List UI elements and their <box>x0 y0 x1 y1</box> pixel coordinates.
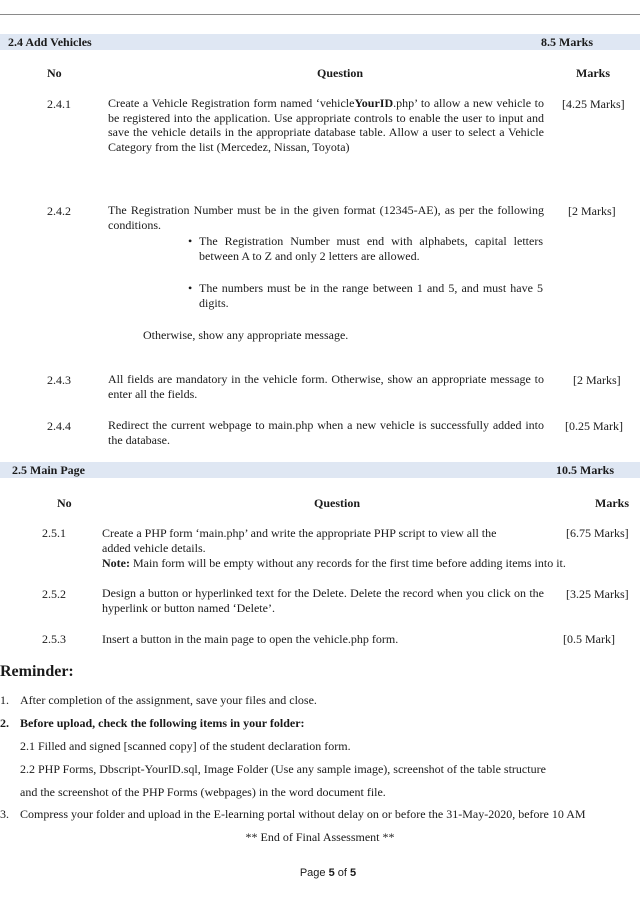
question-number: 2.5.1 <box>42 526 66 540</box>
question-text: Insert a button in the main page to open the vehicle.php form. <box>102 632 399 646</box>
question-marks: [0.5 Mark] <box>563 632 615 646</box>
question-note: Otherwise, show any appropriate message. <box>143 328 349 342</box>
question-number: 2.4.4 <box>47 419 71 433</box>
question-marks: [4.25 Marks] <box>562 97 625 111</box>
column-header-marks: Marks <box>576 66 610 80</box>
top-rule <box>0 14 640 15</box>
reminder-item-wrap <box>20 806 640 822</box>
section-marks: 10.5 Marks <box>556 463 614 477</box>
reminder-subitem: 2.2 PHP Forms, Dbscript-YourID.sql, Image Folder (Use any sample image), screenshot of the table structure <box>20 762 546 776</box>
page-number: Page 5 of 5 <box>299 867 357 879</box>
end-of-assessment: ** End of Final Assessment ** <box>245 830 395 844</box>
question-note: Note: Main form will be empty without any records for the first time before adding items into it. <box>102 556 566 570</box>
section-title: 2.4 Add Vehicles <box>8 35 92 49</box>
question-number: 2.5.2 <box>42 587 66 601</box>
list-number: 2. <box>0 716 9 730</box>
question-number: 2.4.3 <box>47 373 71 387</box>
question-marks: [2 Marks] <box>568 204 616 218</box>
question-text: The Registration Number must be in the given format (12345-AE), as per the following conditions. <box>108 203 544 232</box>
reminder-subitem: and the screenshot of the PHP Forms (webpages) in the word document file. <box>20 785 386 799</box>
section-header-2-4 <box>0 34 640 50</box>
section-title: 2.5 Main Page <box>12 463 85 477</box>
column-header-no: No <box>57 496 72 510</box>
question-number: 2.5.3 <box>42 632 66 646</box>
column-header-marks: Marks <box>595 496 629 510</box>
list-number: 3. <box>0 807 9 821</box>
column-header-no: No <box>47 66 62 80</box>
question-text: All fields are mandatory in the vehicle form. Otherwise, show an appropriate message to enter all the fields. <box>108 372 544 401</box>
reminder-item: Before upload, check the following items in your folder: <box>20 716 305 730</box>
question-number: 2.4.2 <box>47 204 71 218</box>
question-marks: [0.25 Mark] <box>565 419 623 433</box>
question-text: Redirect the current webpage to main.php when a new vehicle is successfully added into the database. <box>108 418 544 447</box>
bullet-item: • The Registration Number must end with alphabets, capital letters between A to Z and only 2 letters are allowed. <box>188 234 543 263</box>
reminder-heading: Reminder: <box>0 663 74 680</box>
question-text: Create a Vehicle Registration form named ‘vehicleYourID.php’ to allow a new vehicle to be registered into the application. Use appropriate controls to enable the user to input and save the vehicle details in the appropriate database table. Allow a user to select a Vehicle Category from the list (Mercedez, Nissan, Toyota) <box>108 96 544 154</box>
list-number: 1. <box>0 693 9 707</box>
question-text: Design a button or hyperlinked text for the Delete. Delete the record when you click on the hyperlink or button named ‘Delete’. <box>102 586 544 615</box>
section-header-2-5 <box>0 462 640 478</box>
reminder-item: After completion of the assignment, save your files and close. <box>20 693 317 707</box>
section-marks: 8.5 Marks <box>541 35 593 49</box>
column-header-question: Question <box>317 66 364 80</box>
question-marks: [3.25 Marks] <box>566 587 629 601</box>
reminder-item: Compress your folder and upload in the E-learning portal without delay on or before the 31-May-2020, before 10 AM <box>20 807 586 821</box>
reminder-subitem: 2.1 Filled and signed [scanned copy] of the student declaration form. <box>20 739 351 753</box>
question-marks: [6.75 Marks] <box>566 526 629 540</box>
question-text: Create a PHP form ‘main.php’ and write the appropriate PHP script to view all the <box>102 526 497 540</box>
question-number: 2.4.1 <box>47 97 71 111</box>
column-header-question: Question <box>314 496 361 510</box>
question-text: added vehicle details. <box>102 541 206 555</box>
question-marks: [2 Marks] <box>573 373 621 387</box>
bullet-item: • The numbers must be in the range between 1 and 5, and must have 5 digits. <box>188 281 543 310</box>
